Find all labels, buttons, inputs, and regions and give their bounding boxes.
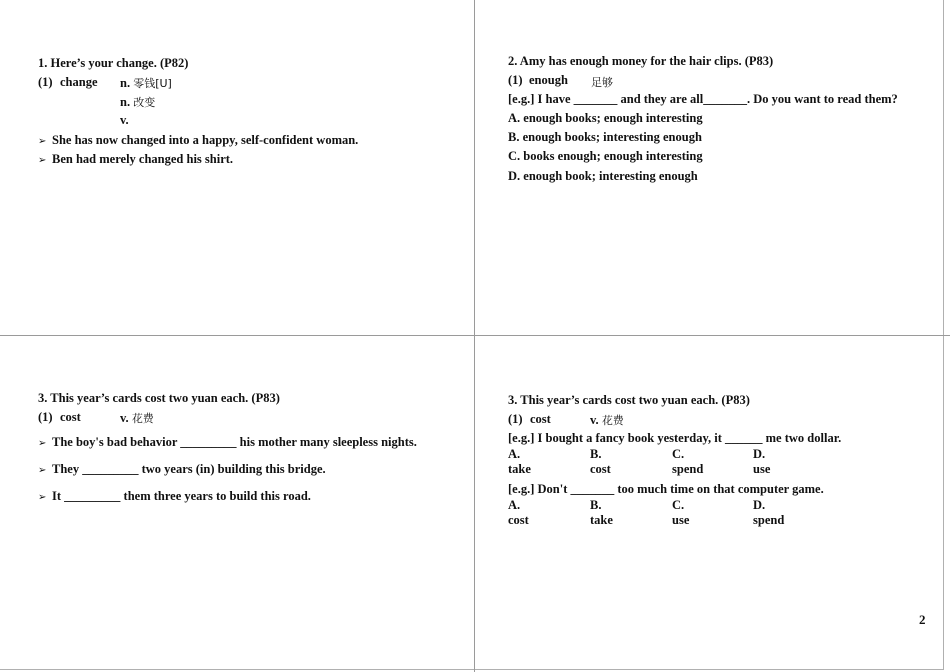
bullet-text: She has now changed into a happy, self-confident woman. bbox=[52, 133, 359, 147]
panel3-title: 3. This year’s cards cost two yuan each. (P83) bbox=[38, 391, 280, 405]
def-pos: v. bbox=[120, 113, 129, 127]
panel3-def bbox=[120, 410, 154, 426]
option-b: B. enough books; interesting enough bbox=[508, 130, 702, 144]
q1-option-b: B. cost bbox=[590, 447, 611, 476]
page-number: 2 bbox=[919, 612, 926, 627]
panel2-question: [e.g.] I have _______ and they are all_______. Do you want to read them? bbox=[508, 92, 898, 106]
panel2-entry-word: enough bbox=[529, 73, 568, 87]
panel2-title: 2. Amy has enough money for the hair clips. (P83) bbox=[508, 54, 774, 68]
arrow-bullet-icon: ➢ bbox=[38, 492, 47, 503]
panel1-entry-num: (1) bbox=[38, 75, 53, 89]
bullet-text: It _________ them three years to build this road. bbox=[52, 489, 311, 503]
panel4-entry-word: cost bbox=[530, 412, 551, 426]
q2-option-a: A. cost bbox=[508, 498, 529, 527]
bullet-text: They _________ two years (in) building this bridge. bbox=[52, 462, 326, 476]
def-pos: v. bbox=[590, 413, 599, 427]
def-pos: n. bbox=[120, 76, 131, 90]
q2-option-c: C. use bbox=[672, 498, 690, 527]
bullet-item bbox=[38, 435, 417, 450]
q2-option-b: B. take bbox=[590, 498, 613, 527]
bullet-text: The boy's bad behavior _________ his mother many sleepless nights. bbox=[52, 435, 417, 449]
q1-option-a: A. take bbox=[508, 447, 531, 476]
arrow-bullet-icon: ➢ bbox=[38, 136, 47, 147]
panel4-def bbox=[590, 412, 624, 428]
arrow-bullet-icon: ➢ bbox=[38, 465, 47, 476]
def-meaning: 零钱[U] bbox=[133, 77, 172, 90]
def-meaning: 改变 bbox=[133, 96, 156, 109]
bullet-item bbox=[38, 462, 326, 477]
option-d: D. enough book; interesting enough bbox=[508, 169, 698, 183]
panel3-entry-num: (1) bbox=[38, 410, 53, 424]
question-2: [e.g.] Don't _______ too much time on that computer game. bbox=[508, 482, 824, 496]
panel2-entry-num: (1) bbox=[508, 73, 523, 87]
panel4-title: 3. This year’s cards cost two yuan each. (P83) bbox=[508, 393, 750, 407]
horizontal-divider bbox=[0, 335, 950, 336]
bullet-item bbox=[38, 152, 233, 167]
vertical-divider bbox=[474, 0, 475, 672]
def-pos: v. bbox=[120, 411, 129, 425]
panel4-entry-num: (1) bbox=[508, 412, 523, 426]
bullet-text: Ben had merely changed his shirt. bbox=[52, 152, 234, 166]
arrow-bullet-icon: ➢ bbox=[38, 438, 47, 449]
panel3-entry-word: cost bbox=[60, 410, 81, 424]
bullet-item bbox=[38, 133, 358, 148]
q1-option-d: D. use bbox=[753, 447, 771, 476]
q1-option-c: C. spend bbox=[672, 447, 704, 476]
def-pos: n. bbox=[120, 95, 131, 109]
def-meaning: 花费 bbox=[601, 414, 624, 427]
def-row bbox=[120, 94, 155, 110]
panel1-entry-word: change bbox=[60, 75, 98, 89]
arrow-bullet-icon: ➢ bbox=[38, 155, 47, 166]
bullet-item bbox=[38, 489, 311, 504]
option-a: A. enough books; enough interesting bbox=[508, 111, 703, 125]
def-meaning: 花费 bbox=[131, 412, 154, 425]
panel1-title: 1. Here’s your change. (P82) bbox=[38, 56, 189, 70]
def-row bbox=[120, 113, 129, 128]
def-row bbox=[120, 75, 172, 91]
q2-option-d: D. spend bbox=[753, 498, 785, 527]
panel2-entry-meaning: 足够 bbox=[591, 76, 613, 89]
option-c: C. books enough; enough interesting bbox=[508, 149, 703, 163]
question-1: [e.g.] I bought a fancy book yesterday, it ______ me two dollar. bbox=[508, 431, 842, 445]
